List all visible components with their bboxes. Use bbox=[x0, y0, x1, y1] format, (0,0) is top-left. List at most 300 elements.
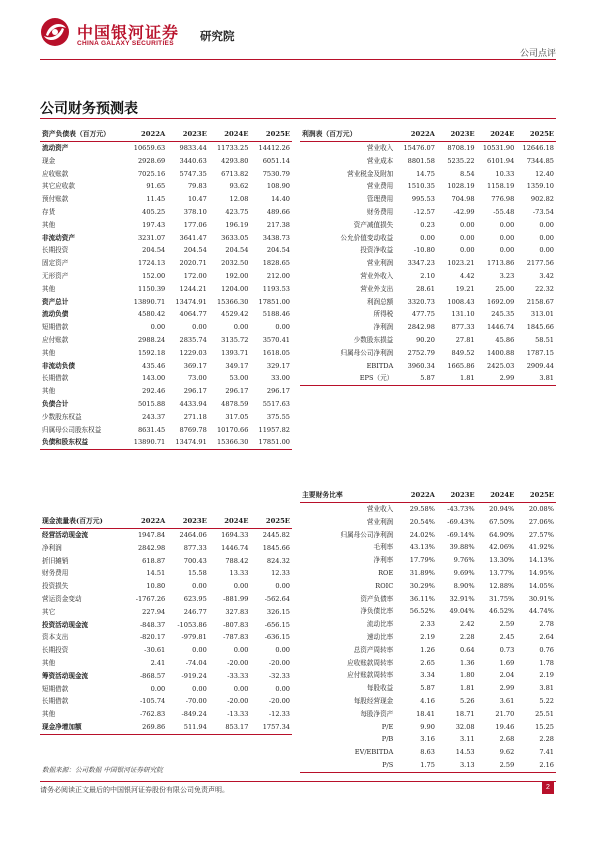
cash-flow-table bbox=[40, 515, 292, 735]
table-row bbox=[300, 283, 556, 296]
table-row bbox=[300, 244, 556, 257]
column-header-year: 2022A bbox=[397, 128, 437, 142]
cell-value: 271.18 bbox=[183, 412, 207, 421]
cell-value: -69.14% bbox=[447, 530, 475, 539]
row-label: 管理费用 bbox=[366, 195, 394, 204]
cell-value: 349.17 bbox=[225, 361, 249, 370]
cell-value: 405.25 bbox=[142, 207, 166, 216]
row-label: 流动负债 bbox=[42, 310, 69, 319]
row-label: 现金 bbox=[42, 156, 56, 165]
cell-value: 2.33 bbox=[420, 620, 435, 629]
cell-value: 56.52% bbox=[409, 607, 435, 616]
row-label: 应付账款 bbox=[42, 335, 69, 344]
row-label: 营业费用 bbox=[366, 182, 394, 191]
cell-value: 0.00 bbox=[150, 684, 166, 693]
cell-value: 5.87 bbox=[420, 684, 435, 693]
cell-value: 8.90% bbox=[453, 581, 475, 590]
table-row bbox=[40, 321, 292, 334]
row-label: 经营活动现金流 bbox=[42, 531, 89, 539]
table-row bbox=[300, 605, 556, 618]
brand-name-en: CHINA GALAXY SECURITIES bbox=[77, 40, 174, 47]
table-row bbox=[40, 721, 292, 734]
cell-value: -787.83 bbox=[223, 633, 249, 642]
table-row bbox=[300, 219, 556, 232]
row-label: 净利率 bbox=[373, 556, 394, 565]
cell-value: 7.41 bbox=[539, 748, 554, 757]
column-header-year: 2025E bbox=[516, 489, 556, 503]
cell-value: 152.00 bbox=[142, 271, 166, 280]
cell-value: 44.74% bbox=[528, 607, 554, 616]
cell-value: 0.00 bbox=[539, 220, 554, 229]
cell-value: 296.17 bbox=[183, 387, 207, 396]
cell-value: 8769.78 bbox=[179, 425, 207, 434]
cell-value: 14.53 bbox=[455, 748, 475, 757]
cell-value: 326.15 bbox=[266, 607, 290, 616]
row-label: 其它 bbox=[42, 607, 56, 616]
row-label: 资产总计 bbox=[42, 297, 69, 306]
cell-value: -73.54 bbox=[532, 207, 554, 216]
cell-value: 0.76 bbox=[539, 645, 554, 654]
cell-value: 1.81 bbox=[437, 372, 477, 385]
table-row bbox=[300, 669, 556, 682]
cell-value: 17851.00 bbox=[250, 436, 292, 449]
row-label: 无形资产 bbox=[42, 271, 69, 280]
row-label: 归属母公司股东权益 bbox=[42, 425, 102, 434]
row-label: 应收账款周转率 bbox=[347, 658, 394, 667]
cell-value: 2928.69 bbox=[137, 156, 166, 165]
table-row bbox=[300, 321, 556, 334]
row-label: 现金净增加额 bbox=[40, 721, 126, 734]
row-label: 公允价值变动收益 bbox=[340, 233, 394, 242]
cell-value: 776.98 bbox=[491, 195, 515, 204]
cell-value: 1665.86 bbox=[447, 361, 475, 370]
cell-value: 3440.63 bbox=[179, 156, 207, 165]
column-header-label: 现金流量表(百万元) bbox=[40, 515, 126, 529]
table-row bbox=[300, 206, 556, 219]
cell-value: 3960.34 bbox=[407, 361, 435, 370]
row-label: 净负债比率 bbox=[360, 607, 394, 616]
cell-value: 849.52 bbox=[451, 348, 475, 357]
cell-value: 0.00 bbox=[150, 323, 166, 332]
cell-value: 14.75 bbox=[416, 169, 435, 178]
table-row bbox=[40, 385, 292, 398]
cell-value: 296.17 bbox=[225, 387, 249, 396]
cell-value: 5.26 bbox=[459, 696, 475, 705]
row-label: 所得税 bbox=[373, 310, 394, 319]
cell-value: 8.54 bbox=[459, 169, 475, 178]
cell-value: 3.61 bbox=[499, 696, 515, 705]
table-row bbox=[40, 257, 292, 270]
cell-value: -20.00 bbox=[227, 658, 249, 667]
cell-value: 131.10 bbox=[451, 310, 475, 319]
cell-value: 1008.43 bbox=[447, 297, 475, 306]
cell-value: -636.15 bbox=[264, 633, 290, 642]
table-row bbox=[300, 721, 556, 734]
row-label: 流动资产 bbox=[42, 144, 69, 152]
column-header-label: 利润表（百万元） bbox=[300, 128, 397, 142]
row-label: 应收账款 bbox=[42, 169, 69, 178]
table-row bbox=[300, 334, 556, 347]
cell-value: 0.23 bbox=[420, 220, 435, 229]
data-source-note: 数据来源：公司数据 中国银河证券研究院 bbox=[42, 766, 163, 774]
table-row bbox=[300, 567, 556, 580]
cell-value: 327.83 bbox=[225, 607, 249, 616]
cell-value: 13890.71 bbox=[133, 297, 166, 306]
cell-value: 227.94 bbox=[142, 607, 166, 616]
cell-value: 204.54 bbox=[225, 246, 249, 255]
cell-value: 18.71 bbox=[455, 709, 475, 718]
cell-value: 5.22 bbox=[539, 696, 554, 705]
cell-value: 45.86 bbox=[495, 335, 515, 344]
row-label: 归属母公司净利润 bbox=[340, 348, 394, 357]
cell-value: 8.63 bbox=[420, 748, 435, 757]
section-title: 公司财务预测表 bbox=[40, 101, 138, 117]
row-label: 投资净收益 bbox=[360, 246, 394, 255]
row-label: 毛利率 bbox=[373, 543, 394, 552]
cell-value: 704.98 bbox=[451, 195, 475, 204]
row-label: ROIC bbox=[375, 581, 394, 590]
cell-value: 15.25 bbox=[535, 722, 554, 731]
row-label: 营业成本 bbox=[366, 156, 394, 165]
cell-value: 25.51 bbox=[535, 709, 554, 718]
row-label: 营运资金变动 bbox=[42, 594, 82, 603]
cell-value: 1.80 bbox=[459, 671, 475, 680]
cell-value: 15366.30 bbox=[216, 297, 249, 306]
cell-value: 4878.59 bbox=[221, 399, 249, 408]
cell-value: 877.33 bbox=[183, 543, 207, 552]
row-label: ROE bbox=[378, 568, 394, 577]
cell-value: -562.64 bbox=[264, 594, 290, 603]
table-row bbox=[300, 296, 556, 309]
cell-value: 67.50% bbox=[489, 517, 515, 526]
cell-value: 375.55 bbox=[266, 412, 290, 421]
cell-value: 2752.79 bbox=[407, 348, 435, 357]
cell-value: 623.95 bbox=[183, 594, 207, 603]
cell-value: 2158.67 bbox=[526, 297, 554, 306]
row-label: 资本支出 bbox=[42, 633, 69, 642]
cell-value: 8708.19 bbox=[447, 144, 475, 152]
cell-value: 4433.94 bbox=[179, 399, 207, 408]
cell-value: 245.35 bbox=[491, 310, 515, 319]
table-row bbox=[300, 155, 556, 168]
cell-value: -12.33 bbox=[268, 710, 290, 719]
cell-value: 58.51 bbox=[535, 335, 554, 344]
column-header-year: 2023E bbox=[437, 489, 477, 503]
cell-value: -74.04 bbox=[185, 658, 207, 667]
row-label: 营业外支出 bbox=[360, 284, 394, 293]
cell-value: 3135.72 bbox=[221, 335, 249, 344]
table-row bbox=[40, 308, 292, 321]
cell-value: 79.83 bbox=[187, 182, 207, 191]
galaxy-logo-icon bbox=[40, 17, 70, 47]
table-row bbox=[300, 516, 556, 529]
cell-value: 1446.74 bbox=[487, 323, 515, 332]
table-row bbox=[40, 695, 292, 708]
cell-value: 2.41 bbox=[150, 658, 166, 667]
table-row bbox=[40, 296, 292, 309]
cell-value: 10659.63 bbox=[133, 144, 166, 152]
table-row bbox=[300, 168, 556, 181]
table-row bbox=[40, 232, 292, 245]
cell-value: 32.08 bbox=[455, 722, 475, 731]
cell-value: 1845.66 bbox=[526, 323, 554, 332]
cell-value: 435.46 bbox=[142, 361, 166, 370]
cell-value: 4.42 bbox=[459, 271, 475, 280]
cell-value: 5188.46 bbox=[262, 310, 290, 319]
cell-value: 477.75 bbox=[411, 310, 435, 319]
cell-value: 0.00 bbox=[539, 233, 554, 242]
cell-value: 1393.71 bbox=[221, 348, 249, 357]
cell-value: 177.06 bbox=[183, 220, 207, 229]
table-row bbox=[40, 283, 292, 296]
cell-value: 49.04% bbox=[449, 607, 475, 616]
column-header-label: 资产负债表（百万元） bbox=[40, 128, 126, 142]
document-type: 公司点评 bbox=[519, 49, 556, 59]
row-label: 营业利润 bbox=[366, 517, 394, 526]
cell-value: 3438.73 bbox=[262, 233, 290, 242]
row-label: 折旧摊销 bbox=[42, 556, 69, 565]
row-label: 固定资产 bbox=[42, 259, 69, 268]
row-label: 其他 bbox=[42, 387, 56, 396]
cell-value: 6051.14 bbox=[262, 156, 290, 165]
cell-value: 15476.07 bbox=[403, 144, 435, 152]
cell-value: 32.91% bbox=[449, 594, 475, 603]
cell-value: 0.00 bbox=[275, 582, 290, 591]
cell-value: 0.00 bbox=[275, 646, 290, 655]
cell-value: -762.83 bbox=[139, 710, 166, 719]
cell-value: 5517.63 bbox=[262, 399, 290, 408]
cell-value: 212.00 bbox=[266, 271, 290, 280]
table-row bbox=[40, 567, 292, 580]
column-header-year: 2023E bbox=[437, 128, 477, 142]
cell-value: 7025.16 bbox=[137, 169, 166, 178]
cell-value: 5747.35 bbox=[179, 169, 207, 178]
table-row bbox=[40, 606, 292, 619]
cell-value: 15366.30 bbox=[209, 436, 251, 449]
cell-value: 0.00 bbox=[459, 246, 475, 255]
table-row bbox=[40, 529, 292, 542]
row-label: 速动比率 bbox=[366, 632, 394, 641]
cell-value: 73.00 bbox=[187, 374, 207, 383]
row-label: 负债合计 bbox=[42, 399, 69, 408]
table-row bbox=[40, 360, 292, 373]
cell-value: -33.33 bbox=[227, 671, 249, 680]
cell-value: 2.16 bbox=[516, 759, 556, 772]
cell-value: 700.43 bbox=[183, 556, 207, 565]
row-label: 财务费用 bbox=[366, 207, 394, 216]
cell-value: 6713.82 bbox=[221, 169, 249, 178]
cell-value: 1828.65 bbox=[262, 259, 290, 268]
cell-value: 0.00 bbox=[275, 684, 290, 693]
row-label: 其他 bbox=[42, 710, 56, 719]
table-row bbox=[300, 193, 556, 206]
cell-value: 246.77 bbox=[183, 607, 207, 616]
row-label: 营业收入 bbox=[366, 505, 394, 513]
cell-value: 4064.77 bbox=[179, 310, 207, 319]
cell-value: 824.32 bbox=[266, 556, 290, 565]
row-label: 每股经营现金 bbox=[353, 696, 394, 705]
cell-value: 18.41 bbox=[416, 709, 435, 718]
table-row bbox=[300, 695, 556, 708]
cell-value: 53.00 bbox=[229, 374, 249, 383]
cell-value: 14.95% bbox=[528, 568, 554, 577]
cell-value: 2032.50 bbox=[221, 259, 249, 268]
table-row bbox=[300, 733, 556, 746]
table-row bbox=[300, 657, 556, 670]
cell-value: 13474.91 bbox=[167, 436, 209, 449]
cell-value: 93.62 bbox=[229, 182, 249, 191]
cell-value: 29.58% bbox=[409, 505, 435, 513]
table-header-row bbox=[300, 489, 556, 503]
cell-value: 27.81 bbox=[455, 335, 475, 344]
cell-value: 10.47 bbox=[187, 195, 207, 204]
cell-value: -55.48 bbox=[493, 207, 515, 216]
cell-value: 204.54 bbox=[266, 246, 290, 255]
row-label: 长期借款 bbox=[42, 697, 69, 706]
cell-value: 1618.05 bbox=[262, 348, 290, 357]
cell-value: 64.90% bbox=[489, 530, 515, 539]
cell-value: 853.17 bbox=[209, 721, 251, 734]
cell-value: 3.13 bbox=[437, 759, 477, 772]
cell-value: 4.16 bbox=[420, 696, 435, 705]
cell-value: 2.28 bbox=[459, 632, 475, 641]
row-label: 存货 bbox=[42, 207, 56, 216]
table-row bbox=[40, 270, 292, 283]
cell-value: -1767.26 bbox=[135, 594, 166, 603]
row-label: 其它应收款 bbox=[42, 182, 75, 191]
column-header-label: 主要财务比率 bbox=[300, 489, 397, 503]
cell-value: 292.46 bbox=[142, 387, 166, 396]
cell-value: 2.59 bbox=[499, 620, 515, 629]
brand-name-cn: 中国银河证券 bbox=[77, 23, 180, 42]
cell-value: 12.08 bbox=[229, 195, 249, 204]
row-label: EBITDA bbox=[366, 361, 394, 370]
table-row bbox=[300, 580, 556, 593]
table-header-row bbox=[40, 128, 292, 142]
table-row bbox=[300, 593, 556, 606]
cell-value: 902.82 bbox=[530, 195, 554, 204]
table-row bbox=[40, 683, 292, 696]
cell-value: 269.86 bbox=[126, 721, 168, 734]
cell-value: 13890.71 bbox=[126, 436, 168, 449]
row-label: 应付账款周转率 bbox=[347, 671, 394, 680]
cell-value: 1694.33 bbox=[221, 531, 249, 539]
cell-value: 9.69% bbox=[453, 568, 475, 577]
cell-value: 1244.21 bbox=[179, 284, 207, 293]
cell-value: -69.43% bbox=[447, 517, 475, 526]
column-header-year: 2023E bbox=[167, 128, 209, 142]
row-label: 负债和股东权益 bbox=[40, 436, 126, 449]
cell-value: -919.24 bbox=[181, 671, 207, 680]
cell-value: 25.00 bbox=[495, 284, 515, 293]
cell-value: 24.02% bbox=[409, 530, 435, 539]
income-statement-table bbox=[300, 128, 556, 386]
cell-value: 20.54% bbox=[409, 517, 435, 526]
table-row bbox=[300, 503, 556, 516]
cell-value: 9.76% bbox=[453, 556, 475, 565]
cell-value: 0.64 bbox=[459, 645, 475, 654]
cell-value: 3.81 bbox=[539, 684, 554, 693]
cell-value: 0.00 bbox=[459, 233, 475, 242]
institute-label: 研究院 bbox=[200, 29, 235, 43]
cell-value: 2020.71 bbox=[179, 259, 207, 268]
cell-value: 0.00 bbox=[459, 220, 475, 229]
row-label: 资产减值损失 bbox=[353, 220, 394, 229]
row-label: 流动比率 bbox=[366, 620, 394, 629]
cell-value: 196.19 bbox=[225, 220, 249, 229]
column-header-year: 2024E bbox=[209, 128, 251, 142]
cell-value: 1724.13 bbox=[137, 259, 166, 268]
cell-value: 3633.05 bbox=[221, 233, 249, 242]
cell-value: -13.33 bbox=[227, 710, 249, 719]
cell-value: 14412.26 bbox=[258, 144, 290, 152]
cell-value: 12.40 bbox=[535, 169, 554, 178]
cell-value: 378.10 bbox=[183, 207, 207, 216]
cell-value: 12646.18 bbox=[522, 144, 554, 152]
row-label: 利润总额 bbox=[366, 297, 394, 306]
cell-value: 30.91% bbox=[528, 594, 554, 603]
column-header-year: 2025E bbox=[250, 128, 292, 142]
cell-value: 369.17 bbox=[183, 361, 207, 370]
table-row bbox=[300, 541, 556, 554]
cell-value: 4580.42 bbox=[137, 310, 166, 319]
cell-value: 19.21 bbox=[455, 284, 475, 293]
cell-value: 27.57% bbox=[528, 530, 554, 539]
cell-value: 14.51 bbox=[146, 569, 166, 578]
cell-value: 5015.88 bbox=[137, 399, 166, 408]
cell-value: 13.30% bbox=[489, 556, 515, 565]
cell-value: 788.42 bbox=[225, 556, 249, 565]
table-row bbox=[300, 708, 556, 721]
row-label: 投资损失 bbox=[42, 582, 69, 591]
cell-value: 12.33 bbox=[271, 569, 290, 578]
cell-value: 489.66 bbox=[266, 207, 290, 216]
cell-value: 296.17 bbox=[266, 387, 290, 396]
cell-value: 143.00 bbox=[142, 374, 166, 383]
table-row bbox=[300, 270, 556, 283]
cell-value: 2.59 bbox=[477, 759, 517, 772]
cell-value: 2.19 bbox=[539, 671, 554, 680]
cell-value: 10.80 bbox=[146, 582, 166, 591]
cell-value: 91.65 bbox=[146, 182, 166, 191]
cell-value: 2.42 bbox=[459, 620, 475, 629]
cell-value: 10531.90 bbox=[482, 144, 515, 152]
cell-value: 0.00 bbox=[539, 246, 554, 255]
column-header-year: 2024E bbox=[209, 515, 251, 529]
cell-value: 0.00 bbox=[192, 323, 207, 332]
column-header-year: 2022A bbox=[126, 128, 168, 142]
cell-value: 3231.07 bbox=[137, 233, 166, 242]
section-divider bbox=[40, 118, 556, 119]
cell-value: 1229.03 bbox=[179, 348, 207, 357]
table-row bbox=[40, 180, 292, 193]
row-label: 营业税金及附加 bbox=[347, 169, 394, 178]
table-row bbox=[40, 424, 292, 437]
row-label: 其他 bbox=[42, 658, 56, 667]
cell-value: 1400.88 bbox=[487, 348, 515, 357]
cell-value: 2835.74 bbox=[179, 335, 207, 344]
cell-value: -12.57 bbox=[413, 207, 435, 216]
table-row bbox=[40, 708, 292, 721]
table-row bbox=[40, 670, 292, 683]
disclaimer-text: 请务必阅读正文最后的中国银河证券股份有限公司免责声明。 bbox=[40, 786, 229, 794]
table-row bbox=[300, 360, 556, 373]
cell-value: 0.73 bbox=[499, 645, 515, 654]
header-divider bbox=[40, 59, 556, 60]
cell-value: 42.06% bbox=[489, 543, 515, 552]
cell-value: 2.10 bbox=[420, 271, 435, 280]
cell-value: -43.73% bbox=[447, 505, 475, 513]
